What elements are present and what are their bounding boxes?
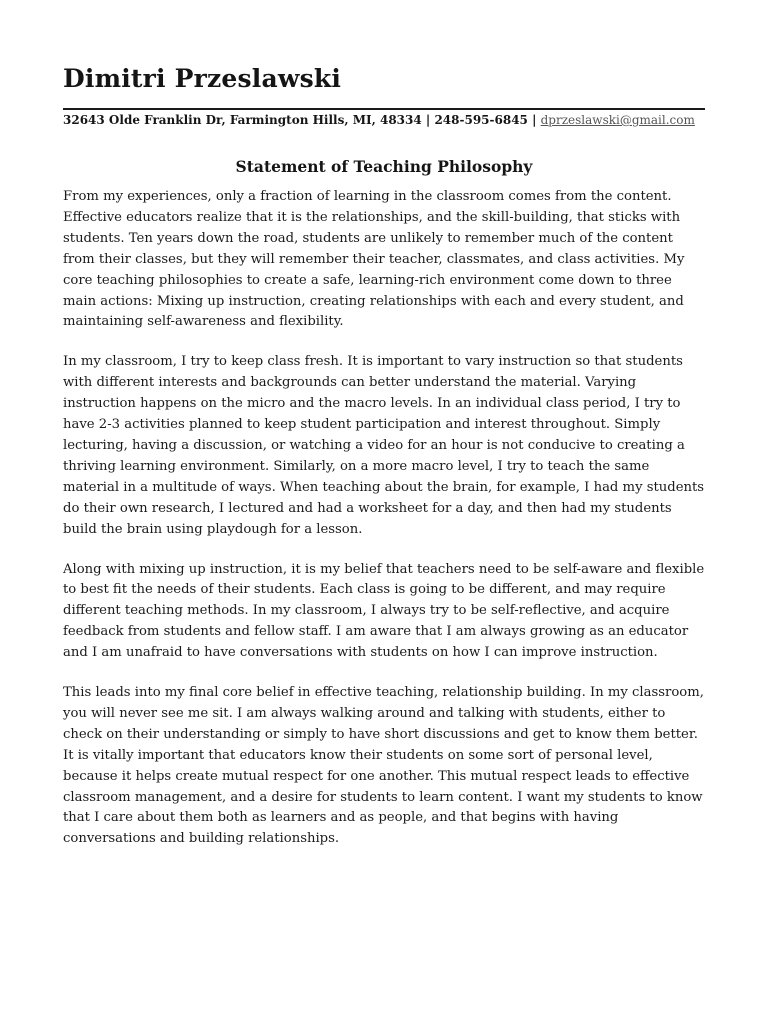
document-title: Statement of Teaching Philosophy [235, 157, 533, 176]
paragraph: Along with mixing up instruction, it is my belief that teachers need to be self-aware and flexible to best fit the needs of their students. Each class is going to be different, and may require different teaching methods. In my classroom, I always try to be self-reflective, and acquire feedback from students and fellow staff. I am aware that I am always growing as an educator and I am unafraid to have conversations with students on how I can improve instruction. [63, 561, 705, 661]
header-rule [63, 108, 705, 110]
paragraph: In my classroom, I try to keep class fresh. It is important to vary instruction so that students with different interests and backgrounds can better understand the material. Varying instruction happens on the micro and the macro levels. In an individual class period, I try to have 2-3 activities planned to keep student participation and interest throughout. Simply lecturing, having a discussion, or watching a video for an hour is not conducive to creating a thriving learning environment. Similarly, on a more macro level, I try to teach the same material in a multitude of ways. When teaching about the brain, for example, I had my students do their own research, I lectured and had a worksheet for a day, and then had my students build the brain using playdough for a lesson. [63, 354, 705, 537]
paragraph: From my experiences, only a fraction of learning in the classroom comes from the content. Effective educators realize that it is the relationships, and the skill-building, that sticks with students. Ten years down the road, students are unlikely to remember much of the content from their classes, but they will remember their teacher, classmates, and class activities. My core teaching philosophies to create a safe, learning-rich environment come down to three main actions: Mixing up instruction, creating relationships with each and every student, and maintaining self-awareness and flexibility. [63, 189, 685, 330]
document-body [63, 187, 708, 869]
author-name: Dimitri Przeslawski [63, 64, 342, 93]
contact-address-phone: 32643 Olde Franklin Dr, Farmington Hills, MI, 48334 | 248-595-6845 | [63, 113, 541, 127]
paragraph: This leads into my final core belief in effective teaching, relationship building. In my classroom, you will never see me sit. I am always walking around and talking with students, either to check on their understanding or simply to have short discussions and get to know them better. It is vitally important that educators know their students on some sort of personal level, because it helps create mutual respect for one another. This mutual respect leads to effective classroom management, and a desire for students to learn content. I want my students to know that I care about them both as learners and as people, and that begins with having conversations and building relationships. [63, 685, 704, 847]
contact-line [63, 111, 723, 129]
email-link[interactable]: dprzeslawski@gmail.com [540, 113, 695, 127]
